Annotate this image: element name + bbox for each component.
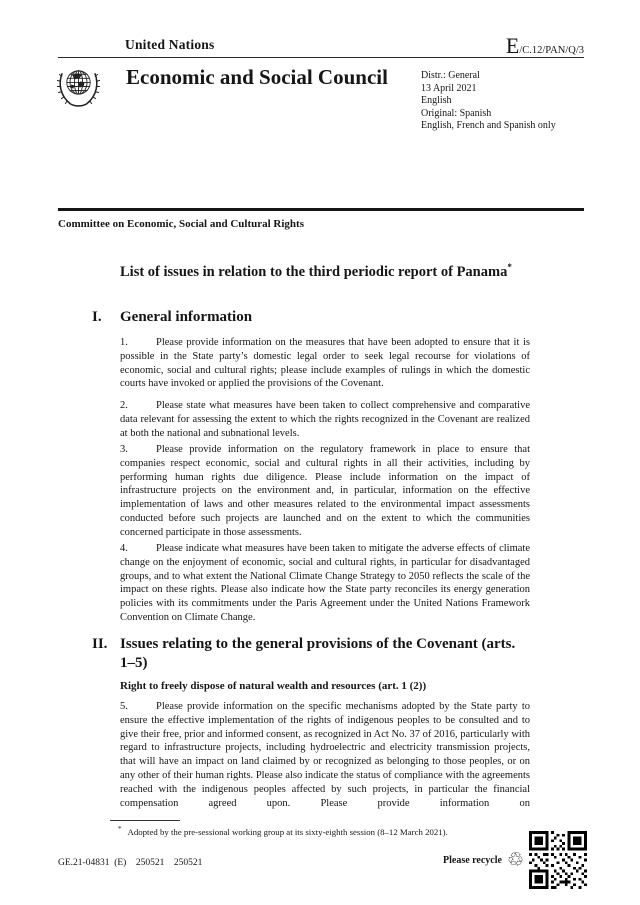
doc-symbol-series: E <box>505 33 520 58</box>
paragraph-text: Please provide information on the regulatory framework in place to ensure that companies respect economic, social and cultural rights in all their activities, including by performing human rights due diligence. Please include information on the impact of infrastructure projects on the environment and, in particular, information on the effective implementation of laws and other measures related to the environmental impact assessments conducted before such projects are launched and on the extent to which the communities concerned participate in those assessments. <box>120 444 530 538</box>
footnote-text: Adopted by the pre-sessional working group at its sixty-eighth session (8–12 March 2021). <box>127 826 448 837</box>
paragraph-number: 5. <box>120 701 128 712</box>
section-heading-1 <box>92 308 530 327</box>
distr-line: Original: Spanish <box>421 107 492 119</box>
distr-line: 13 April 2021 <box>421 82 477 94</box>
section-heading-text: Issues relating to the general provisions of the Covenant (arts. 1–5) <box>120 636 516 671</box>
paragraph-number: 4. <box>120 543 128 554</box>
paragraph-text: Please state what measures have been taken to collect comprehensive and comparative data relevant for assessing the extent to which the rights recognized in the Covenant are realized at both the national and subnational levels. <box>120 400 530 439</box>
council-title: Economic and Social Council <box>126 65 388 89</box>
org-name: United Nations <box>125 37 215 52</box>
doc-symbol <box>506 33 584 59</box>
paragraph-5 <box>120 700 530 810</box>
page-title <box>120 259 520 281</box>
distr-line: Distr.: General <box>421 70 480 81</box>
section-divider-rule <box>58 208 584 211</box>
section-heading-text: General information <box>120 309 253 325</box>
paragraph-text: Please indicate what measures have been taken to mitigate the adverse effects of climate change on the enjoyment of economic, social and cultural rights, in particular for disadvantaged groups, and to what extent the National Climate Change Strategy to 2050 reflects the scale of the impact on these rights. Please also indicate how the State party reconciles its energy generation policies with its commitments under the Paris Agreement under the United Nations Framework Convention on Climate Change. <box>120 543 530 623</box>
qr-code <box>529 831 587 889</box>
footnote-rule <box>110 820 180 821</box>
section-heading-2 <box>92 635 530 673</box>
paragraph-text: Please provide information on the specific mechanisms adopted by the State party to ensure the effective implementation of the rights of indigenous peoples to be consulted and to give their free, prior and informed consent, as recognized in Act No. 37 of 2016, particularly with regard to infrastructure projects, including hydroelectric and electricity transmission projects, that will have an impact on land claimed by or recognized as belonging to those peoples, or on any other of their human rights. Please also indicate the status of compliance with the agreements reached with the indigenous peoples affected by such projects, in particular the financial compensation agreed upon. Please provide information on <box>120 701 530 809</box>
distribution-block <box>421 70 556 133</box>
footer-right <box>443 831 587 889</box>
subsection-heading: Right to freely dispose of natural wealth and resources (art. 1 (2)) <box>120 680 427 692</box>
committee-name: Committee on Economic, Social and Cultural Rights <box>58 218 304 230</box>
recycle-label: Please recycle <box>443 854 502 866</box>
section-numeral: II. <box>92 636 108 652</box>
paragraph-2 <box>120 399 530 440</box>
paragraph-number: 1. <box>120 337 128 348</box>
paragraph-number: 2. <box>120 400 128 411</box>
un-emblem-icon <box>55 62 102 109</box>
paragraph-text: Please provide information on the measures that have been adopted to ensure that it is possible in the State party’s domestic legal order to seek legal recourse for violations of economic, social and cultural rights; please include examples of rulings in which the domestic courts have invoked or applied the provisions of the Covenant. <box>120 337 530 390</box>
document-id: GE.21-04831 (E) 250521 250521 <box>58 858 203 868</box>
paragraph-1 <box>120 336 530 391</box>
paragraph-number: 3. <box>120 444 128 455</box>
distr-line: English, French and Spanish only <box>421 120 556 132</box>
section-numeral: I. <box>92 309 102 325</box>
page-title-text: List of issues in relation to the third periodic report of Panama <box>120 263 508 280</box>
header-rule <box>58 57 584 58</box>
title-footnote-marker: * <box>507 262 512 272</box>
paragraph-4 <box>120 542 530 625</box>
distr-line: English <box>421 95 452 107</box>
recycle-icon: ♲ <box>506 848 524 871</box>
doc-symbol-number: /C.12/PAN/Q/3 <box>519 45 584 56</box>
footnote-marker: * <box>118 825 122 833</box>
paragraph-3 <box>120 443 530 540</box>
